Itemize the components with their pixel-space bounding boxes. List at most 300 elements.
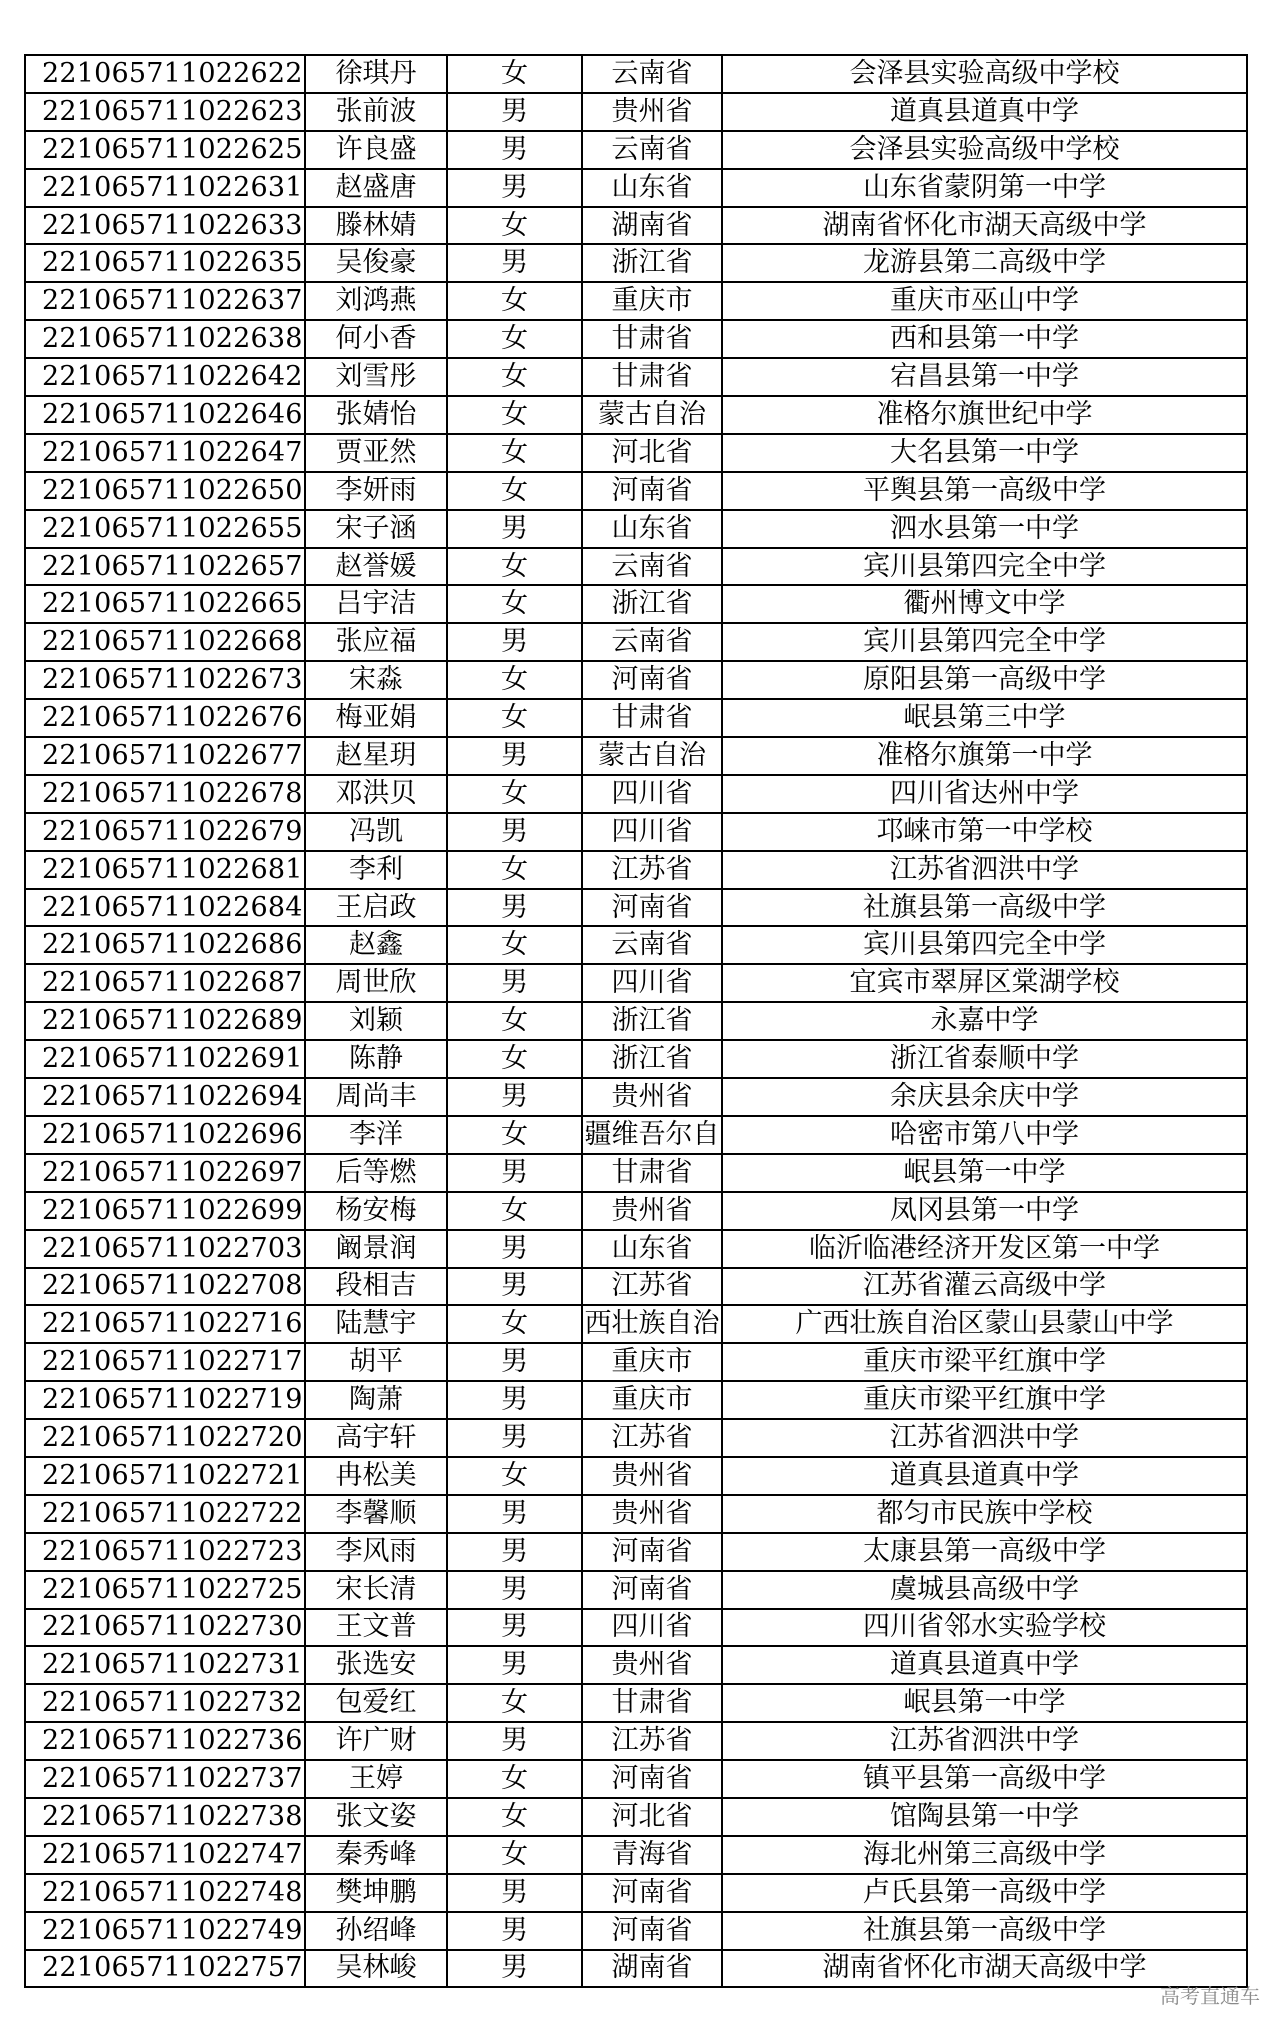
name-cell: 李利 [305, 851, 447, 889]
name-cell: 徐琪丹 [305, 55, 447, 93]
school-cell: 龙游县第二高级中学 [722, 244, 1247, 282]
table-row [25, 1305, 1247, 1343]
province-cell: 甘肃省 [582, 1684, 722, 1722]
gender-cell: 男 [447, 623, 582, 661]
admission-list-sheet [24, 54, 1246, 1988]
school-cell: 准格尔旗世纪中学 [722, 396, 1247, 434]
candidate-id-cell: 221065711022723 [25, 1533, 305, 1571]
table-row [25, 1192, 1247, 1230]
gender-cell: 男 [447, 1154, 582, 1192]
province-cell: 浙江省 [582, 244, 722, 282]
name-cell: 赵鑫 [305, 926, 447, 964]
school-cell: 邛崃市第一中学校 [722, 813, 1247, 851]
gender-cell: 男 [447, 813, 582, 851]
province-cell: 河北省 [582, 434, 722, 472]
table-row [25, 813, 1247, 851]
school-cell: 道真县道真中学 [722, 1457, 1247, 1495]
gender-cell: 男 [447, 93, 582, 131]
table-row [25, 169, 1247, 207]
gender-cell: 男 [447, 1533, 582, 1571]
province-cell: 云南省 [582, 926, 722, 964]
table-row [25, 1457, 1247, 1495]
name-cell: 许广财 [305, 1722, 447, 1760]
gender-cell: 女 [447, 1798, 582, 1836]
table-row [25, 851, 1247, 889]
candidate-id-cell: 221065711022736 [25, 1722, 305, 1760]
candidate-id-cell: 221065711022679 [25, 813, 305, 851]
gender-cell: 男 [447, 169, 582, 207]
province-cell: 贵州省 [582, 1495, 722, 1533]
school-cell: 岷县第三中学 [722, 699, 1247, 737]
school-cell: 太康县第一高级中学 [722, 1533, 1247, 1571]
province-cell: 江苏省 [582, 851, 722, 889]
gender-cell: 女 [447, 55, 582, 93]
table-row [25, 55, 1247, 93]
school-cell: 原阳县第一高级中学 [722, 661, 1247, 699]
table-row [25, 737, 1247, 775]
school-cell: 江苏省泗洪中学 [722, 851, 1247, 889]
candidate-id-cell: 221065711022730 [25, 1609, 305, 1647]
province-cell: 江苏省 [582, 1419, 722, 1457]
name-cell: 陆慧宇 [305, 1305, 447, 1343]
name-cell: 赵誉媛 [305, 548, 447, 586]
province-cell: 西壮族自治 [582, 1305, 722, 1343]
candidate-id-cell: 221065711022638 [25, 320, 305, 358]
name-cell: 周尚丰 [305, 1078, 447, 1116]
province-cell: 青海省 [582, 1836, 722, 1874]
gender-cell: 男 [447, 1268, 582, 1306]
province-cell: 甘肃省 [582, 699, 722, 737]
province-cell: 浙江省 [582, 585, 722, 623]
name-cell: 张选安 [305, 1646, 447, 1684]
school-cell: 会泽县实验高级中学校 [722, 55, 1247, 93]
gender-cell: 女 [447, 585, 582, 623]
table-row [25, 585, 1247, 623]
gender-cell: 女 [447, 320, 582, 358]
name-cell: 包爱红 [305, 1684, 447, 1722]
province-cell: 四川省 [582, 1609, 722, 1647]
name-cell: 张文姿 [305, 1798, 447, 1836]
table-row [25, 1874, 1247, 1912]
province-cell: 重庆市 [582, 1381, 722, 1419]
gender-cell: 女 [447, 358, 582, 396]
table-row [25, 964, 1247, 1002]
gender-cell: 女 [447, 472, 582, 510]
table-row [25, 1343, 1247, 1381]
school-cell: 江苏省泗洪中学 [722, 1419, 1247, 1457]
gender-cell: 女 [447, 1192, 582, 1230]
table-row [25, 131, 1247, 169]
candidate-id-cell: 221065711022721 [25, 1457, 305, 1495]
table-row [25, 1798, 1247, 1836]
table-body [25, 55, 1247, 1987]
table-row [25, 472, 1247, 510]
school-cell: 平舆县第一高级中学 [722, 472, 1247, 510]
gender-cell: 女 [447, 282, 582, 320]
table-row [25, 623, 1247, 661]
name-cell: 吴林峻 [305, 1950, 447, 1988]
table-row [25, 1268, 1247, 1306]
gender-cell: 男 [447, 964, 582, 1002]
school-cell: 浙江省泰顺中学 [722, 1040, 1247, 1078]
name-cell: 陶萧 [305, 1381, 447, 1419]
table-row [25, 282, 1247, 320]
province-cell: 河南省 [582, 661, 722, 699]
table-row [25, 775, 1247, 813]
province-cell: 蒙古自治 [582, 396, 722, 434]
table-row [25, 1230, 1247, 1268]
school-cell: 西和县第一中学 [722, 320, 1247, 358]
name-cell: 周世欣 [305, 964, 447, 1002]
gender-cell: 女 [447, 1836, 582, 1874]
gender-cell: 男 [447, 1343, 582, 1381]
name-cell: 吴俊豪 [305, 244, 447, 282]
table-row [25, 1533, 1247, 1571]
gender-cell: 男 [447, 737, 582, 775]
candidate-id-cell: 221065711022689 [25, 1002, 305, 1040]
province-cell: 河南省 [582, 1533, 722, 1571]
school-cell: 重庆市梁平红旗中学 [722, 1381, 1247, 1419]
school-cell: 宾川县第四完全中学 [722, 623, 1247, 661]
gender-cell: 男 [447, 131, 582, 169]
table-row [25, 1040, 1247, 1078]
province-cell: 河南省 [582, 1760, 722, 1798]
school-cell: 湖南省怀化市湖天高级中学 [722, 1950, 1247, 1988]
table-row [25, 1836, 1247, 1874]
gender-cell: 女 [447, 207, 582, 245]
candidate-id-cell: 221065711022673 [25, 661, 305, 699]
school-cell: 都匀市民族中学校 [722, 1495, 1247, 1533]
province-cell: 云南省 [582, 55, 722, 93]
table-row [25, 207, 1247, 245]
gender-cell: 女 [447, 1457, 582, 1495]
name-cell: 李洋 [305, 1116, 447, 1154]
table-row [25, 396, 1247, 434]
candidate-id-cell: 221065711022646 [25, 396, 305, 434]
province-cell: 山东省 [582, 169, 722, 207]
school-cell: 会泽县实验高级中学校 [722, 131, 1247, 169]
candidate-id-cell: 221065711022731 [25, 1646, 305, 1684]
province-cell: 甘肃省 [582, 358, 722, 396]
table-row [25, 1419, 1247, 1457]
table-row [25, 1684, 1247, 1722]
school-cell: 宾川县第四完全中学 [722, 548, 1247, 586]
gender-cell: 女 [447, 926, 582, 964]
school-cell: 馆陶县第一中学 [722, 1798, 1247, 1836]
table-row [25, 1760, 1247, 1798]
name-cell: 张前波 [305, 93, 447, 131]
gender-cell: 女 [447, 1040, 582, 1078]
school-cell: 大名县第一中学 [722, 434, 1247, 472]
admission-table [24, 54, 1248, 1988]
candidate-id-cell: 221065711022642 [25, 358, 305, 396]
watermark-text: 高考直通车 [1160, 1984, 1260, 2008]
candidate-id-cell: 221065711022623 [25, 93, 305, 131]
school-cell: 社旗县第一高级中学 [722, 889, 1247, 927]
name-cell: 张应福 [305, 623, 447, 661]
school-cell: 重庆市巫山中学 [722, 282, 1247, 320]
school-cell: 道真县道真中学 [722, 93, 1247, 131]
candidate-id-cell: 221065711022625 [25, 131, 305, 169]
name-cell: 樊坤鹏 [305, 1874, 447, 1912]
gender-cell: 女 [447, 1116, 582, 1154]
school-cell: 江苏省泗洪中学 [722, 1722, 1247, 1760]
school-cell: 岷县第一中学 [722, 1684, 1247, 1722]
province-cell: 重庆市 [582, 282, 722, 320]
name-cell: 梅亚娟 [305, 699, 447, 737]
province-cell: 四川省 [582, 964, 722, 1002]
candidate-id-cell: 221065711022694 [25, 1078, 305, 1116]
name-cell: 高宇轩 [305, 1419, 447, 1457]
school-cell: 岷县第一中学 [722, 1154, 1247, 1192]
candidate-id-cell: 221065711022681 [25, 851, 305, 889]
candidate-id-cell: 221065711022708 [25, 1268, 305, 1306]
table-row [25, 548, 1247, 586]
candidate-id-cell: 221065711022747 [25, 1836, 305, 1874]
province-cell: 河南省 [582, 1874, 722, 1912]
school-cell: 宜宾市翠屏区棠湖学校 [722, 964, 1247, 1002]
candidate-id-cell: 221065711022737 [25, 1760, 305, 1798]
candidate-id-cell: 221065711022748 [25, 1874, 305, 1912]
province-cell: 江苏省 [582, 1722, 722, 1760]
name-cell: 李馨顺 [305, 1495, 447, 1533]
province-cell: 河南省 [582, 889, 722, 927]
table-row [25, 510, 1247, 548]
table-row [25, 1002, 1247, 1040]
school-cell: 衢州博文中学 [722, 585, 1247, 623]
school-cell: 宕昌县第一中学 [722, 358, 1247, 396]
table-row [25, 889, 1247, 927]
table-row [25, 1381, 1247, 1419]
name-cell: 滕林婧 [305, 207, 447, 245]
province-cell: 河南省 [582, 472, 722, 510]
table-row [25, 1722, 1247, 1760]
table-row [25, 93, 1247, 131]
table-row [25, 1912, 1247, 1950]
gender-cell: 男 [447, 1381, 582, 1419]
province-cell: 云南省 [582, 131, 722, 169]
gender-cell: 女 [447, 396, 582, 434]
school-cell: 卢氏县第一高级中学 [722, 1874, 1247, 1912]
name-cell: 陈静 [305, 1040, 447, 1078]
name-cell: 邓洪贝 [305, 775, 447, 813]
school-cell: 虞城县高级中学 [722, 1571, 1247, 1609]
candidate-id-cell: 221065711022717 [25, 1343, 305, 1381]
candidate-id-cell: 221065711022631 [25, 169, 305, 207]
name-cell: 阚景润 [305, 1230, 447, 1268]
candidate-id-cell: 221065711022633 [25, 207, 305, 245]
school-cell: 重庆市梁平红旗中学 [722, 1343, 1247, 1381]
gender-cell: 男 [447, 1078, 582, 1116]
province-cell: 江苏省 [582, 1268, 722, 1306]
name-cell: 宋淼 [305, 661, 447, 699]
table-row [25, 1495, 1247, 1533]
gender-cell: 女 [447, 434, 582, 472]
school-cell: 四川省达州中学 [722, 775, 1247, 813]
school-cell: 镇平县第一高级中学 [722, 1760, 1247, 1798]
name-cell: 孙绍峰 [305, 1912, 447, 1950]
table-row [25, 661, 1247, 699]
gender-cell: 男 [447, 1722, 582, 1760]
province-cell: 河北省 [582, 1798, 722, 1836]
province-cell: 甘肃省 [582, 1154, 722, 1192]
candidate-id-cell: 221065711022657 [25, 548, 305, 586]
name-cell: 王婷 [305, 1760, 447, 1798]
gender-cell: 女 [447, 1684, 582, 1722]
gender-cell: 男 [447, 1419, 582, 1457]
name-cell: 秦秀峰 [305, 1836, 447, 1874]
candidate-id-cell: 221065711022703 [25, 1230, 305, 1268]
name-cell: 杨安梅 [305, 1192, 447, 1230]
candidate-id-cell: 221065711022635 [25, 244, 305, 282]
gender-cell: 女 [447, 548, 582, 586]
candidate-id-cell: 221065711022676 [25, 699, 305, 737]
province-cell: 山东省 [582, 510, 722, 548]
name-cell: 李风雨 [305, 1533, 447, 1571]
province-cell: 贵州省 [582, 93, 722, 131]
candidate-id-cell: 221065711022655 [25, 510, 305, 548]
school-cell: 宾川县第四完全中学 [722, 926, 1247, 964]
table-row [25, 1950, 1247, 1988]
name-cell: 刘雪彤 [305, 358, 447, 396]
candidate-id-cell: 221065711022678 [25, 775, 305, 813]
candidate-id-cell: 221065711022720 [25, 1419, 305, 1457]
candidate-id-cell: 221065711022668 [25, 623, 305, 661]
name-cell: 段相吉 [305, 1268, 447, 1306]
candidate-id-cell: 221065711022699 [25, 1192, 305, 1230]
gender-cell: 男 [447, 1571, 582, 1609]
gender-cell: 男 [447, 1230, 582, 1268]
name-cell: 赵盛唐 [305, 169, 447, 207]
table-row [25, 926, 1247, 964]
candidate-id-cell: 221065711022650 [25, 472, 305, 510]
gender-cell: 女 [447, 699, 582, 737]
name-cell: 赵星玥 [305, 737, 447, 775]
gender-cell: 男 [447, 1646, 582, 1684]
candidate-id-cell: 221065711022637 [25, 282, 305, 320]
province-cell: 四川省 [582, 813, 722, 851]
table-row [25, 1609, 1247, 1647]
candidate-id-cell: 221065711022722 [25, 1495, 305, 1533]
candidate-id-cell: 221065711022647 [25, 434, 305, 472]
province-cell: 河南省 [582, 1571, 722, 1609]
gender-cell: 女 [447, 1305, 582, 1343]
province-cell: 湖南省 [582, 207, 722, 245]
gender-cell: 女 [447, 851, 582, 889]
gender-cell: 女 [447, 1760, 582, 1798]
candidate-id-cell: 221065711022687 [25, 964, 305, 1002]
candidate-id-cell: 221065711022732 [25, 1684, 305, 1722]
table-row [25, 699, 1247, 737]
school-cell: 道真县道真中学 [722, 1646, 1247, 1684]
province-cell: 山东省 [582, 1230, 722, 1268]
gender-cell: 男 [447, 244, 582, 282]
name-cell: 宋子涵 [305, 510, 447, 548]
province-cell: 蒙古自治 [582, 737, 722, 775]
province-cell: 疆维吾尔自 [582, 1116, 722, 1154]
province-cell: 河南省 [582, 1912, 722, 1950]
school-cell: 四川省邻水实验学校 [722, 1609, 1247, 1647]
name-cell: 后等燃 [305, 1154, 447, 1192]
province-cell: 云南省 [582, 548, 722, 586]
gender-cell: 女 [447, 775, 582, 813]
candidate-id-cell: 221065711022677 [25, 737, 305, 775]
table-row [25, 434, 1247, 472]
candidate-id-cell: 221065711022622 [25, 55, 305, 93]
gender-cell: 男 [447, 1950, 582, 1988]
name-cell: 冯凯 [305, 813, 447, 851]
province-cell: 贵州省 [582, 1457, 722, 1495]
province-cell: 浙江省 [582, 1002, 722, 1040]
name-cell: 王文普 [305, 1609, 447, 1647]
name-cell: 张婧怡 [305, 396, 447, 434]
gender-cell: 男 [447, 1495, 582, 1533]
province-cell: 湖南省 [582, 1950, 722, 1988]
name-cell: 宋长清 [305, 1571, 447, 1609]
province-cell: 四川省 [582, 775, 722, 813]
candidate-id-cell: 221065711022665 [25, 585, 305, 623]
table-row [25, 1116, 1247, 1154]
candidate-id-cell: 221065711022691 [25, 1040, 305, 1078]
name-cell: 胡平 [305, 1343, 447, 1381]
school-cell: 准格尔旗第一中学 [722, 737, 1247, 775]
school-cell: 湖南省怀化市湖天高级中学 [722, 207, 1247, 245]
province-cell: 浙江省 [582, 1040, 722, 1078]
table-row [25, 244, 1247, 282]
school-cell: 临沂临港经济开发区第一中学 [722, 1230, 1247, 1268]
gender-cell: 男 [447, 1912, 582, 1950]
school-cell: 凤冈县第一中学 [722, 1192, 1247, 1230]
name-cell: 冉松美 [305, 1457, 447, 1495]
name-cell: 许良盛 [305, 131, 447, 169]
school-cell: 社旗县第一高级中学 [722, 1912, 1247, 1950]
candidate-id-cell: 221065711022684 [25, 889, 305, 927]
school-cell: 海北州第三高级中学 [722, 1836, 1247, 1874]
candidate-id-cell: 221065711022725 [25, 1571, 305, 1609]
candidate-id-cell: 221065711022716 [25, 1305, 305, 1343]
school-cell: 山东省蒙阴第一中学 [722, 169, 1247, 207]
school-cell: 泗水县第一中学 [722, 510, 1247, 548]
candidate-id-cell: 221065711022719 [25, 1381, 305, 1419]
candidate-id-cell: 221065711022738 [25, 1798, 305, 1836]
candidate-id-cell: 221065711022697 [25, 1154, 305, 1192]
name-cell: 李妍雨 [305, 472, 447, 510]
table-row [25, 1646, 1247, 1684]
candidate-id-cell: 221065711022757 [25, 1950, 305, 1988]
school-cell: 江苏省灌云高级中学 [722, 1268, 1247, 1306]
school-cell: 哈密市第八中学 [722, 1116, 1247, 1154]
table-row [25, 320, 1247, 358]
name-cell: 何小香 [305, 320, 447, 358]
province-cell: 甘肃省 [582, 320, 722, 358]
province-cell: 云南省 [582, 623, 722, 661]
gender-cell: 女 [447, 661, 582, 699]
gender-cell: 男 [447, 889, 582, 927]
province-cell: 重庆市 [582, 1343, 722, 1381]
gender-cell: 女 [447, 1002, 582, 1040]
candidate-id-cell: 221065711022696 [25, 1116, 305, 1154]
table-row [25, 1154, 1247, 1192]
gender-cell: 男 [447, 510, 582, 548]
table-row [25, 358, 1247, 396]
candidate-id-cell: 221065711022686 [25, 926, 305, 964]
name-cell: 王启政 [305, 889, 447, 927]
school-cell: 永嘉中学 [722, 1002, 1247, 1040]
province-cell: 贵州省 [582, 1192, 722, 1230]
name-cell: 刘鸿燕 [305, 282, 447, 320]
province-cell: 贵州省 [582, 1078, 722, 1116]
table-row [25, 1078, 1247, 1116]
